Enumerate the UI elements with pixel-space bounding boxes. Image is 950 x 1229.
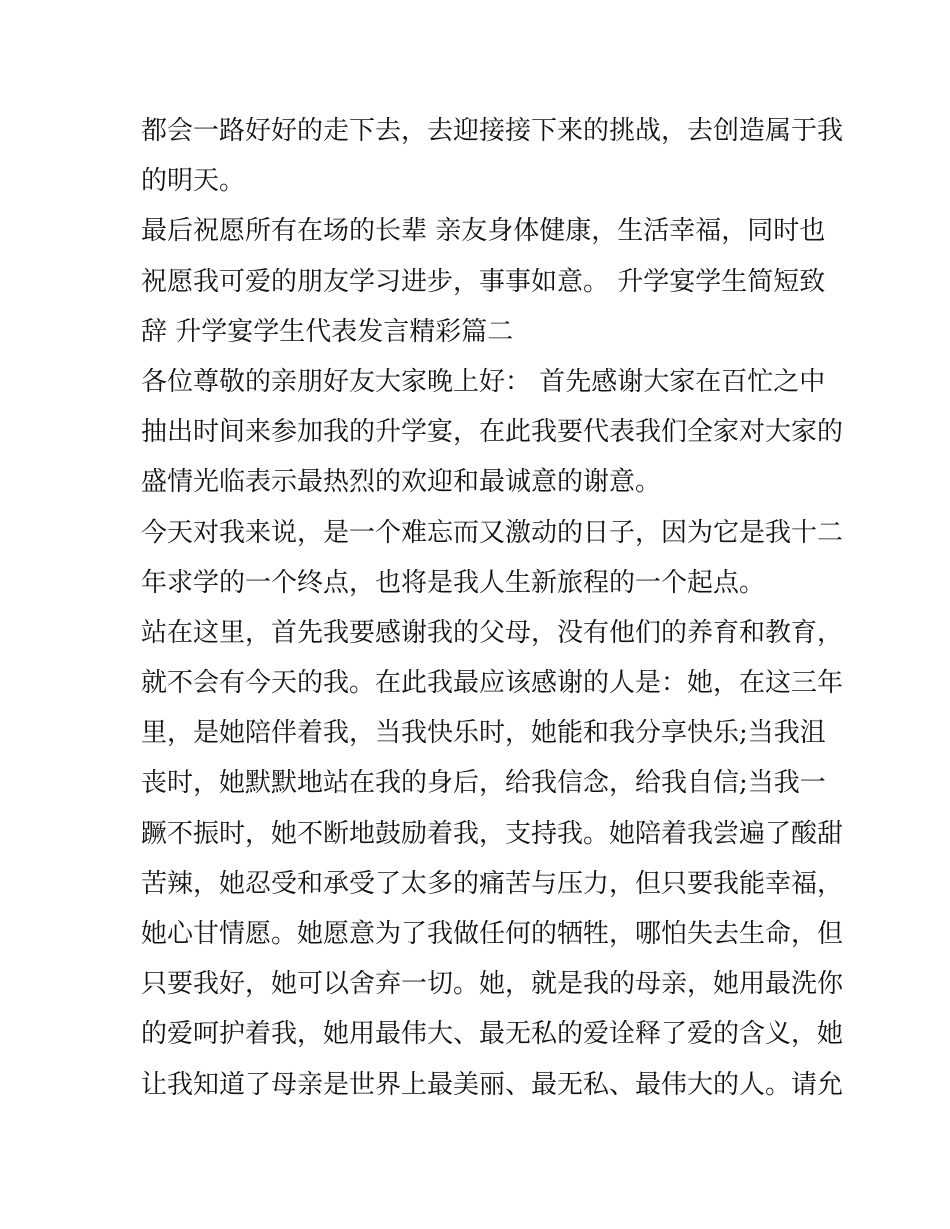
text-line: 站在这里，首先我要感谢我的父母，没有他们的养育和教育，: [141, 617, 844, 648]
text-line: 今天对我来说，是一个难忘而又激动的日子，因为它是我十二: [141, 517, 844, 548]
text-line: 就不会有今天的我。在此我最应该感谢的人是：她，在这三年: [141, 668, 844, 699]
text-line: 丧时，她默默地站在我的身后，给我信念，给我自信;当我一: [141, 768, 826, 799]
text-line: 只要我好，她可以舍弃一切。她，就是我的母亲，她用最洗你: [141, 969, 844, 1000]
document-body: [141, 106, 844, 1110]
text-line: 祝愿我可爱的朋友学习进步，事事如意。 升学宴学生简短致: [141, 266, 826, 297]
text-line: 各位尊敬的亲朋好友大家晚上好： 首先感谢大家在百忙之中: [141, 366, 826, 397]
text-line: 盛情光临表示最热烈的欢迎和最诚意的谢意。: [141, 467, 662, 498]
text-line: 的爱呵护着我，她用最伟大、最无私的爱诠释了爱的含义，她: [141, 1019, 844, 1050]
text-line: 里，是她陪伴着我，当我快乐时，她能和我分享快乐;当我沮: [141, 718, 826, 749]
text-line: 她心甘情愿。她愿意为了我做任何的牺牲，哪怕失去生命，但: [141, 919, 844, 949]
text-line: 最后祝愿所有在场的长辈 亲友身体健康，生活幸福，同时也: [141, 216, 826, 247]
text-line: 的明天。: [141, 166, 246, 197]
text-line: 都会一路好好的走下去，去迎接接下来的挑战，去创造属于我: [141, 116, 844, 146]
text-line: 蹶不振时，她不断地鼓励着我，支持我。她陪着我尝遍了酸甜: [141, 818, 844, 849]
text-line: 年求学的一个终点，也将是我人生新旅程的一个起点。: [141, 567, 766, 598]
text-line: 抽出时间来参加我的升学宴，在此我要代表我们全家对大家的: [141, 417, 844, 448]
text-line: 辞 升学宴学生代表发言精彩篇二: [141, 316, 514, 347]
text-line: 让我知道了母亲是世界上最美丽、最无私、最伟大的人。请允: [141, 1069, 844, 1100]
text-line: 苦辣，她忍受和承受了太多的痛苦与压力，但只要我能幸福，: [141, 868, 844, 899]
